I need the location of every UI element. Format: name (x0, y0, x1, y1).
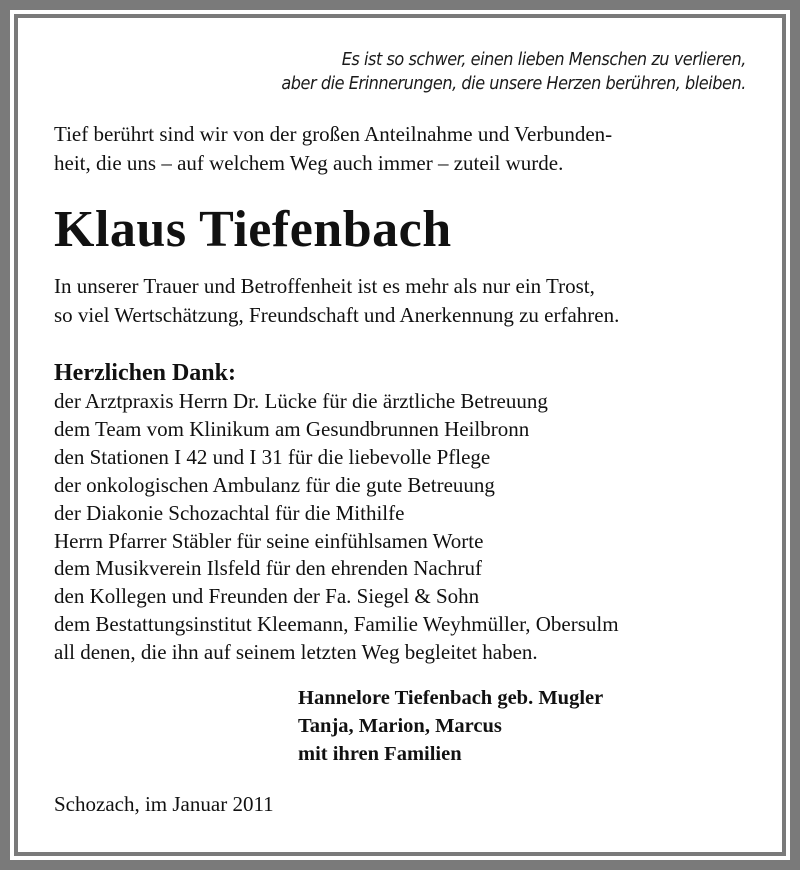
trost-line: so viel Wertschätzung, Freundschaft und Anerkennung zu erfahren. (54, 303, 620, 327)
motto-line: aber die Erinnerungen, die unsere Herzen berühren, bleiben. (281, 74, 746, 94)
signers-block (298, 684, 603, 768)
thanks-list (54, 388, 619, 667)
trost-paragraph (54, 272, 764, 330)
obituary-notice (18, 18, 782, 852)
thanks-item: Herrn Pfarrer Stäbler für seine einfühlsamen Worte (54, 528, 484, 553)
thanks-item: der Diakonie Schozachtal für die Mithilfe (54, 500, 405, 525)
motto-line: Es ist so schwer, einen lieben Menschen zu verlieren, (341, 50, 746, 70)
thanks-item: den Stationen I 42 und I 31 für die liebevolle Pflege (54, 444, 491, 469)
thanks-item: dem Musikverein Ilsfeld für den ehrenden Nachruf (54, 556, 483, 581)
signer-line: mit ihren Familien (298, 743, 462, 765)
thanks-item: den Kollegen und Freunden der Fa. Siegel & Sohn (54, 584, 480, 609)
signer-line: Hannelore Tiefenbach geb. Mugler (298, 687, 604, 709)
thanks-item: dem Bestattungsinstitut Kleemann, Familie Weyhmüller, Obersulm (54, 612, 619, 637)
place-date: Schozach, im Januar 2011 (54, 792, 274, 816)
thanks-item: der Arztpraxis Herrn Dr. Lücke für die ärztliche Betreuung (54, 389, 548, 413)
intro-line: heit, die uns – auf welchem Weg auch immer – zuteil wurde. (54, 151, 564, 175)
deceased-name: Klaus Tiefenbach (54, 201, 452, 258)
trost-line: In unserer Trauer und Betroffenheit ist es mehr als nur ein Trost, (54, 274, 595, 298)
motto-quote (282, 48, 746, 96)
intro-paragraph (54, 120, 754, 178)
thanks-item: all denen, die ihn auf seinem letzten Weg begleitet haben. (54, 640, 538, 665)
thanks-item: der onkologischen Ambulanz für die gute Betreuung (54, 472, 495, 497)
signer-line: Tanja, Marion, Marcus (298, 715, 502, 737)
thanks-item: dem Team vom Klinikum am Gesundbrunnen Heilbronn (54, 416, 530, 441)
thanks-heading: Herzlichen Dank: (54, 360, 236, 386)
notice-frame (14, 14, 786, 856)
intro-line: Tief berührt sind wir von der großen Anteilnahme und Verbunden- (54, 122, 613, 146)
